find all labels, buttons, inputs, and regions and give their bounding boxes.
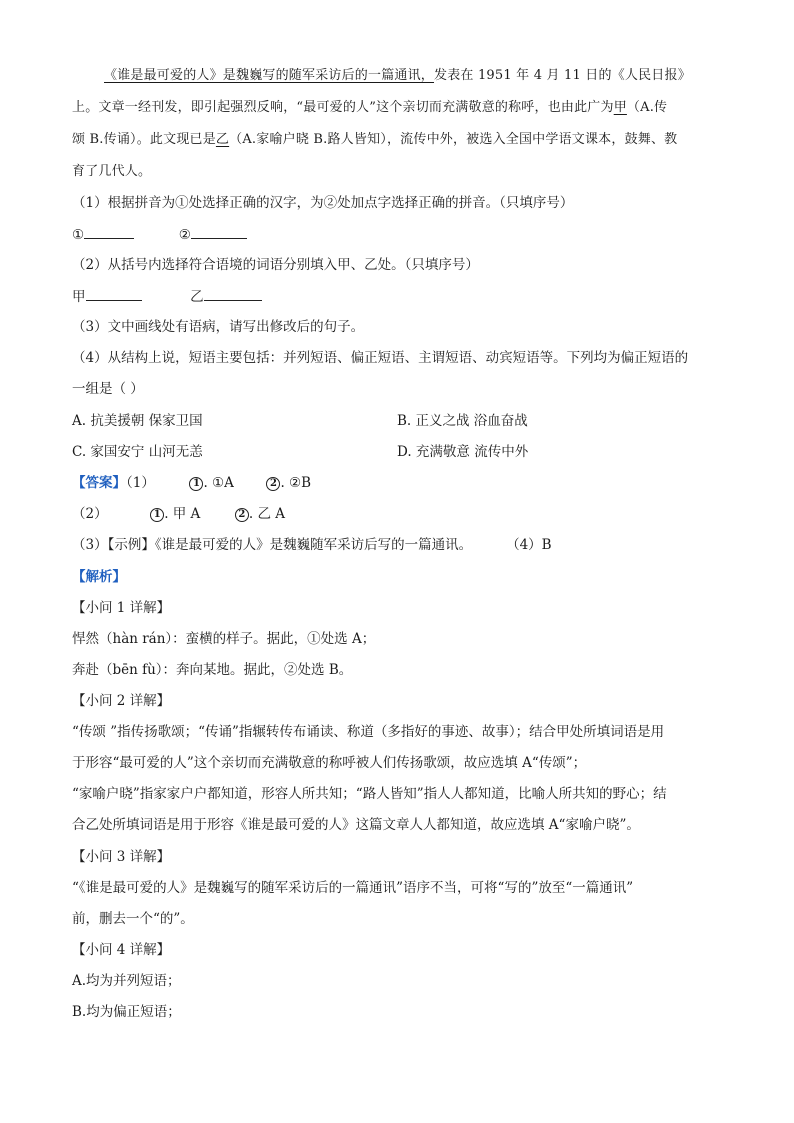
- option-c: C. 家国安宁 山河无恙: [72, 444, 203, 460]
- answer-label: 【答案】: [72, 475, 126, 491]
- answer-blank-jia[interactable]: [86, 286, 142, 301]
- blank-yi: 乙: [215, 132, 230, 147]
- option-b: B. 正义之战 浴血奋战: [397, 413, 528, 429]
- question-2-blanks: 甲 乙: [72, 286, 262, 307]
- sub-question-3-line-2: 前，删去一个“的”。: [72, 911, 194, 927]
- option-a: A. 抗美援朝 保家卫国: [72, 413, 203, 429]
- sub-question-3-line-1: “《谁是最可爱的人》是魏巍写的随军采访后的一篇通讯”语序不当，可将“写的”放至“一篇通讯”: [72, 880, 634, 896]
- answer-line-3: （3）【示例】《谁是最可爱的人》是魏巍随军采访后写的一篇通讯。 （4）B: [72, 537, 552, 553]
- sub-question-2-title: 【小问 2 详解】: [72, 693, 171, 709]
- question-3: （3）文中画线处有语病，请写出修改后的句子。: [72, 319, 365, 335]
- sub-question-4-line-2: B.均为偏正短语；: [72, 1004, 181, 1020]
- passage-line-1: 《谁是最可爱的人》是魏巍写的随军采访后的一篇通讯，发表在 1951 年 4 月 11 日的《人民日报》: [104, 68, 691, 83]
- circled-number: 2: [235, 508, 249, 522]
- answer-blank-2[interactable]: [191, 224, 247, 239]
- sub-question-3-title: 【小问 3 详解】: [72, 849, 171, 865]
- sub-question-1-title: 【小问 1 详解】: [72, 600, 171, 616]
- answer-blank-yi[interactable]: [204, 286, 262, 301]
- answer-line-1: 【答案】（1） 1 . ①A 2 . ②B: [72, 475, 312, 491]
- circled-number: 2: [266, 477, 280, 491]
- sub-question-1-line-2: 奔赴（bēn fù）：奔向某地。据此，②处选 B。: [72, 662, 353, 678]
- sub-question-2-line-1: “传颂 ”指传扬歌颂；“传诵”指辗转传布诵读、称道（多指好的事迹、故事）；结合甲处所填词语是用: [72, 724, 665, 740]
- analysis-label: 【解析】: [72, 569, 126, 585]
- sub-question-2-line-4: 合乙处所填词语是用于形容《谁是最可爱的人》这篇文章人人都知道，故应选填 A“家喻户晓”。: [72, 817, 640, 833]
- passage-line-4: 育了几代人。: [72, 164, 152, 179]
- sub-question-1-line-1: 悍然（hàn rán）：蛮横的样子。据此，①处选 A；: [72, 631, 376, 647]
- passage-line-3: 颂 B.传诵）。此文现已是乙（A.家喻户晓 B.路人皆知），流传中外，被选入全国中学语文课本，鼓舞、教: [72, 132, 678, 147]
- passage-line-2: 上。文章一经刊发，即引起强烈反响，“最可爱的人”这个亲切而充满敬意的称呼，也由此广为甲（A.传: [72, 100, 668, 115]
- question-4-line-1: （4）从结构上说，短语主要包括：并列短语、偏正短语、主谓短语、动宾短语等。下列均为偏正短语的: [72, 350, 689, 366]
- sub-question-2-line-2: 于形容“最可爱的人”这个亲切而充满敬意的称呼被人们传扬歌颂，故应选填 A“传颂”；: [72, 755, 587, 771]
- underlined-sentence: 《谁是最可爱的人》是魏巍写的随军采访后的一篇通讯，: [104, 68, 435, 83]
- circled-number: 1: [150, 508, 164, 522]
- sub-question-4-title: 【小问 4 详解】: [72, 942, 171, 958]
- option-d: D. 充满敬意 流传中外: [397, 444, 529, 460]
- circled-number: 1: [189, 477, 203, 491]
- option-row-1: [72, 411, 203, 431]
- question-4-line-2: 一组是（ ）: [72, 381, 144, 397]
- answer-line-2: （2） 1 . 甲 A 2 . 乙 A: [72, 506, 286, 522]
- sub-question-4-line-1: A.均为并列短语；: [72, 973, 181, 989]
- question-2: （2）从括号内选择符合语境的词语分别填入甲、乙处。（只填序号）: [72, 257, 479, 273]
- question-1-blanks: ① ②: [72, 224, 247, 245]
- question-1: （1）根据拼音为①处选择正确的汉字，为②处加点字选择正确的拼音。（只填序号）: [72, 195, 574, 211]
- sub-question-2-line-3: “家喻户晓”指家家户户都知道，形容人所共知；“路人皆知”指人人都知道，比喻人所共知的野心；结: [72, 786, 667, 802]
- blank-jia: 甲: [613, 100, 627, 115]
- answer-blank-1[interactable]: [84, 224, 134, 239]
